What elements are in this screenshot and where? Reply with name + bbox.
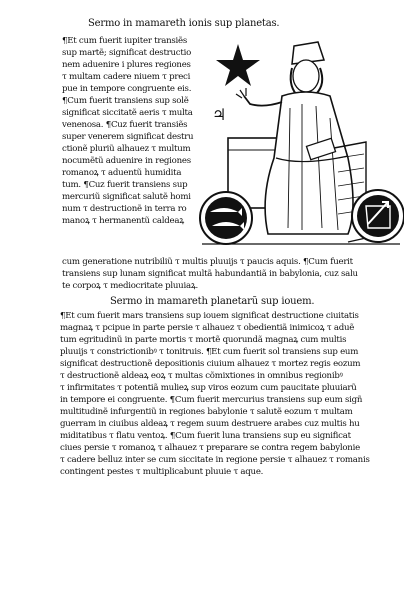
text-line: cum generatione nutribiliũ τ multis pluuijs τ paucis aquis. ¶Cum fuerit — [62, 257, 353, 267]
text-line: super venerem significat destru — [62, 132, 194, 142]
text-line: manoꝝ τ hermanentũ caldeaꝝ — [62, 216, 184, 226]
heading-sermo-super-iouem: Sermo in mamareth planetarũ sup iouem. — [110, 296, 315, 307]
text-line: τ cadere belluz inter se cum siccitate in regione persie τ alhauez τ romanis — [60, 455, 370, 465]
text-line: ¶Et cum fuerit iupiter transiẽs — [62, 36, 188, 46]
text-line: in tempore ei congruente. ¶Cum fuerit mercurius transiens sup eum sigñ — [60, 395, 363, 405]
woodcut-illustration-jupiter — [198, 38, 404, 258]
text-line: ctionẽ pluriũ alhauez τ multum — [62, 144, 191, 154]
text-line: nem aduenire i plures regiones — [62, 60, 191, 70]
text-line: tum. ¶Cuz fuerit transiens sup — [62, 180, 188, 190]
star-icon — [216, 44, 260, 86]
text-line: tum egritudinũ in parte mortis τ mortẽ quorundã magnaꝝ cum multis — [60, 335, 347, 345]
text-line: τ infirmitates τ potentiã mulieꝝ sup viros eozum cum paucitate pluuiarũ — [60, 383, 357, 393]
text-line: sup martẽ; significat destructio — [62, 48, 192, 58]
text-line: magnaꝝ τ pcipue in parte persie τ alhauez τ obedientiã inimicoꝝ τ aduẽ — [60, 323, 355, 333]
text-line: venenosa. ¶Cuz fuerit transiẽs — [62, 120, 188, 130]
text-line: significat destructionẽ depositionis ciuium alhauez τ mortez regis eozum — [60, 359, 361, 369]
text-line: ¶Cum fuerit transiens sup solẽ — [62, 96, 189, 106]
text-line: guerram in ciuibus aldeaꝝ τ regem suum destruere arabes cuz multis hu — [60, 419, 360, 429]
text-line: romanoꝝ τ aduentũ humidita — [62, 168, 182, 178]
text-line: τ multam cadere niuem τ preci — [62, 72, 191, 82]
text-line: mercuriũ significat salutẽ homi — [62, 192, 191, 202]
pisces-wheel-icon — [200, 192, 252, 244]
text-line: ciues persie τ romanoꝝ τ alhauez τ preparare se contra regem babylonie — [60, 443, 360, 453]
text-line: te corpoꝝ τ mediocritate pluuiaꝝ. — [62, 281, 199, 291]
text-line: num τ destructionẽ in terra ro — [62, 204, 187, 214]
jupiter-symbol-icon: ♃ — [212, 105, 227, 124]
text-line: τ destructionẽ aldeaꝝ eoꝝ τ multas cõmixtiones in omnibus regionibꝰ — [60, 371, 343, 381]
text-line: pluuijs τ constrictionibꝰ τ tonitruis. ¶Et cum fuerit sol transiens sup eum — [60, 347, 359, 357]
text-line: significat siccitatẽ aeris τ multa — [62, 108, 193, 118]
text-line: contingent pestes τ multiplicabunt pluuie τ aque. — [60, 467, 264, 477]
text-line: transiens sup lunam significat multã habundantiã in babylonia, cuz salu — [62, 269, 358, 279]
sagittarius-wheel-icon — [352, 190, 404, 242]
text-line: multitudinẽ infurgentiũ in regiones babylonie τ salutẽ eozum τ multam — [60, 407, 353, 417]
text-line: miditatibus τ flatu ventoꝝ. ¶Cum fuerit luna transiens sup eu significat — [60, 431, 351, 441]
text-line: nocumẽtũ aduenire in regiones — [62, 156, 191, 166]
text-line: pue in tempore congruente eis. — [62, 84, 192, 94]
text-line: ¶Et cum fuerit mars transiens sup iouem significat destructione ciuitatis — [60, 311, 359, 321]
heading-sermo-super-planetas: Sermo in mamareth ionis sup planetas. — [88, 18, 280, 29]
